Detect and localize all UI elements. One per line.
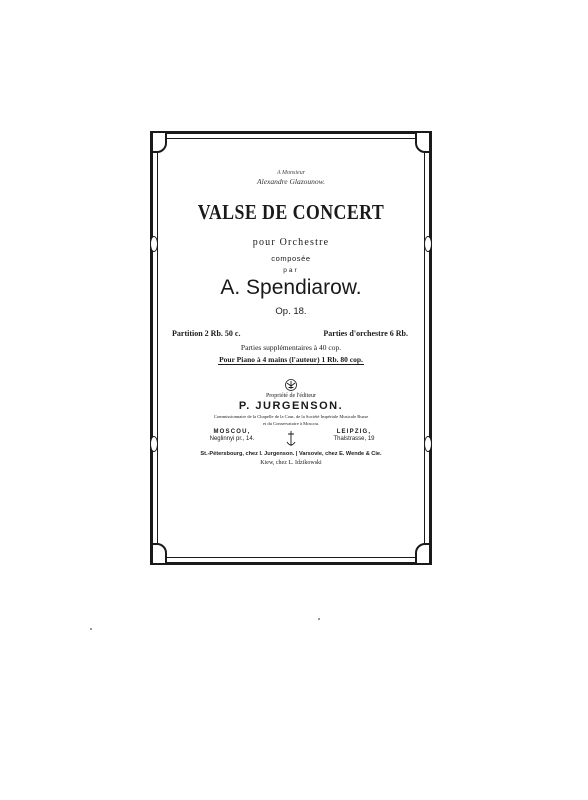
composed-label: composée [271, 254, 311, 263]
publisher-property-label: Propriété de l'éditeur [265, 393, 317, 399]
price-extra-parts: Parties supplémentaires à 40 cop. [240, 343, 342, 352]
commission-line: Commissionnaire de la Chapelle de la Cour, de la Société Impériale Musicale Russe [213, 414, 369, 419]
price-piano-duet: Pour Piano à 4 mains (l'auteur) 1 Rb. 80 cop. [219, 355, 363, 364]
address-leipzig [304, 429, 404, 442]
side-ornament [424, 236, 432, 252]
work-title: VALSE DE CONCERT [197, 200, 385, 224]
publisher-addresses [160, 429, 422, 449]
city-name: MOSCOU, [213, 429, 251, 435]
instrumentation: pour Orchestre [252, 237, 330, 248]
branch-kiev: Kiew, chez L. Idzikowski [260, 460, 322, 466]
side-ornament [150, 236, 158, 252]
address-moscow [182, 429, 282, 442]
dedication-name: Alexandre Glazounow. [257, 177, 325, 186]
eagle-icon [284, 378, 298, 392]
price-list [160, 329, 422, 341]
paper-speck [90, 628, 92, 630]
anchor-icon [286, 430, 296, 448]
price-parts: Parties d'orchestre 6 Rb. [323, 329, 408, 338]
price-score: Partition 2 Rb. 50 c. [172, 329, 241, 338]
opus-number: Op. 18. [275, 306, 307, 317]
street-address: Neglinnyi pr., 14. [209, 436, 255, 442]
cover-content [160, 170, 422, 466]
imperial-eagle-emblem [160, 378, 422, 392]
side-ornament [150, 436, 158, 452]
corner-ornament [415, 543, 431, 565]
city-name: LEIPZIG, [336, 429, 372, 435]
by-label: par [283, 267, 299, 274]
paper-speck [318, 618, 320, 620]
branch-offices: St.-Pétersbourg, chez I. Jurgenson. | Varsovie, chez E. Wende & Cie. [200, 451, 382, 457]
dedication-line: A Monsieur [276, 170, 306, 176]
publisher-name: P. JURGENSON. [238, 400, 344, 412]
side-ornament [424, 436, 432, 452]
commission-line: et du Conservatoire à Moscou. [262, 421, 320, 426]
corner-ornament [151, 543, 167, 565]
corner-ornament [415, 131, 431, 153]
composer-name: A. Spendiarow. [220, 276, 362, 299]
street-address: Thalstrasse, 19 [333, 436, 375, 442]
